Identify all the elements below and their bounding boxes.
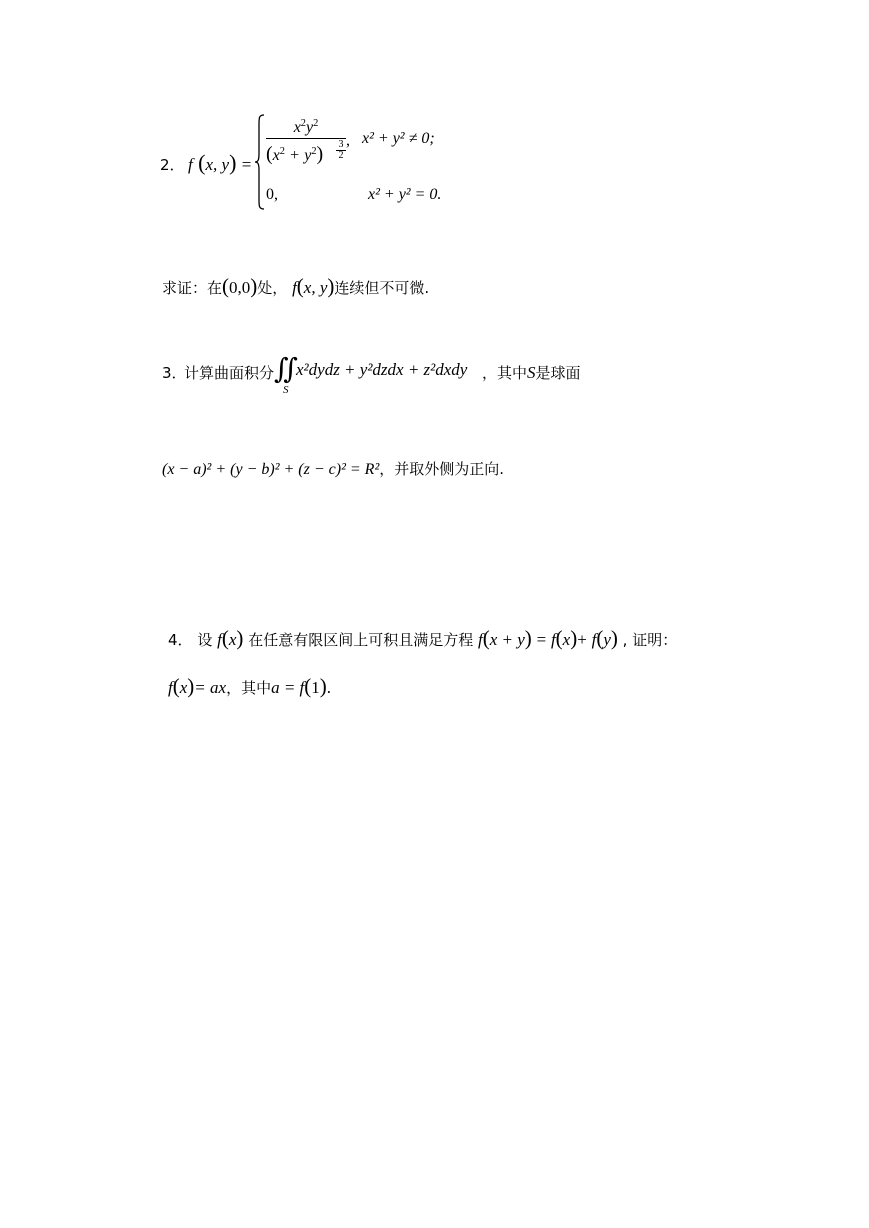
case-2-condition: x² + y² = 0. — [368, 186, 442, 203]
problem-4-conclusion: f(x)= ax，其中a = f(1). — [168, 674, 332, 698]
problem-2-number: 2． — [160, 156, 185, 174]
problem-2-prove: 求证：在(0,0)处， f(x, y)连续但不可微. — [162, 274, 430, 298]
sphere-equation: (x − a)² + (y − b)² + (z − c)² = R² — [162, 461, 380, 478]
case-1-comma: , — [346, 132, 350, 149]
problem-3 — [162, 352, 612, 402]
integrand: x²dydz + y²dzdx + z²dxdy — [296, 360, 468, 379]
case-1-fraction — [266, 116, 346, 169]
problem-2 — [160, 112, 480, 212]
problem-3-label: 计算曲面积分 — [184, 364, 275, 382]
piecewise-brace — [254, 114, 266, 210]
case-1-condition: x² + y² ≠ 0; — [362, 130, 435, 147]
problem-3-where: ，其中S是球面 — [482, 363, 581, 382]
fractional-exponent: 3 2 — [336, 140, 346, 161]
double-integral-sign: ∬ — [274, 354, 298, 385]
problem-4: 4． 设 f(x) 在任意有限区间上可积且满足方程 f(x + y) = f(x)+ f(y) , 证明： — [168, 626, 678, 650]
integral-subscript: S — [283, 384, 289, 396]
case-1-numerator: $x^2y^2$ — [293, 117, 319, 136]
sphere-equation-line: (x − a)² + (y − b)² + (z − c)² = R²，并取外侧为正向. — [162, 460, 505, 478]
case-1-denominator: $(x^2 + y^2)$ — [266, 143, 324, 165]
problem-2-function: f (x, y) = — [188, 150, 252, 175]
problem-3-number: 3． — [162, 364, 187, 382]
case-2-value: 0, — [266, 186, 278, 203]
